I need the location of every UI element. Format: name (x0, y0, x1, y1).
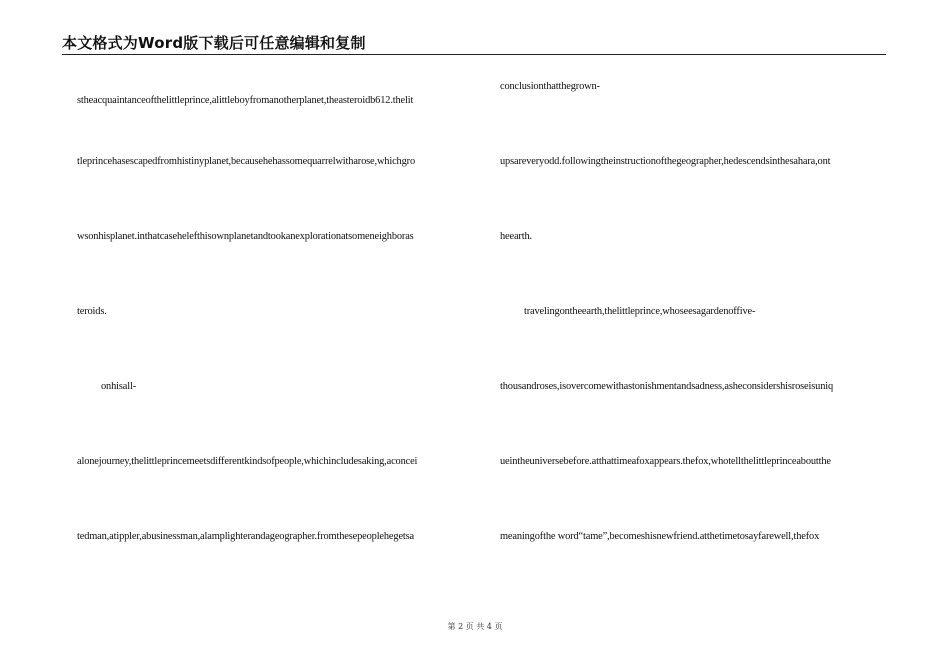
right-column (500, 0, 890, 672)
text-line: ueintheuniversebefore.atthattimeafoxappears.thefox,whotellthelittleprinceaboutthe (500, 456, 831, 467)
header-title: 本文格式为Word版下载后可任意编辑和复制 (62, 34, 366, 52)
page-footer: 第 2 页 共 4 页 (447, 622, 503, 631)
text-line: thousandroses,isovercomewithastonishmentandsadness,asheconsidershisroseisuniq (500, 381, 834, 392)
text-line: tedman,atippler,abusinessman,alamplighterandageographer.fromthesepeoplehegetsa (77, 531, 414, 542)
text-line: teroids. (77, 306, 107, 317)
text-line: upsareveryodd.followingtheinstructionofthegeographer,hedescendsinthesahara,ont (500, 156, 831, 167)
text-line: conclusionthatthegrown- (500, 81, 600, 92)
left-column (77, 0, 473, 672)
text-line: alonejourney,thelittleprincemeetsdifferentkindsofpeople,whichincludesaking,aconcei (77, 456, 418, 467)
text-line: onhisall- (101, 381, 137, 392)
text-line: wsonhisplanet.inthatcasehelefthisownplanetandtookanexplorationatsomeneighboras (77, 231, 414, 242)
text-line: tleprincehasescapedfromhistinyplanet,becausehehassomequarrelwitharose,whichgro (77, 156, 415, 167)
text-line: meaningofthe word“tame”,becomeshisnewfriend.atthetimetosayfarewell,thefox (500, 531, 820, 542)
text-line: travelingontheearth,thelittleprince,whoseesagardenoffive- (524, 306, 756, 317)
text-line: heearth. (500, 231, 532, 242)
text-line: stheacquaintanceofthelittleprince,alittleboyfromanotherplanet,theasteroidb612.thelit (77, 95, 414, 106)
